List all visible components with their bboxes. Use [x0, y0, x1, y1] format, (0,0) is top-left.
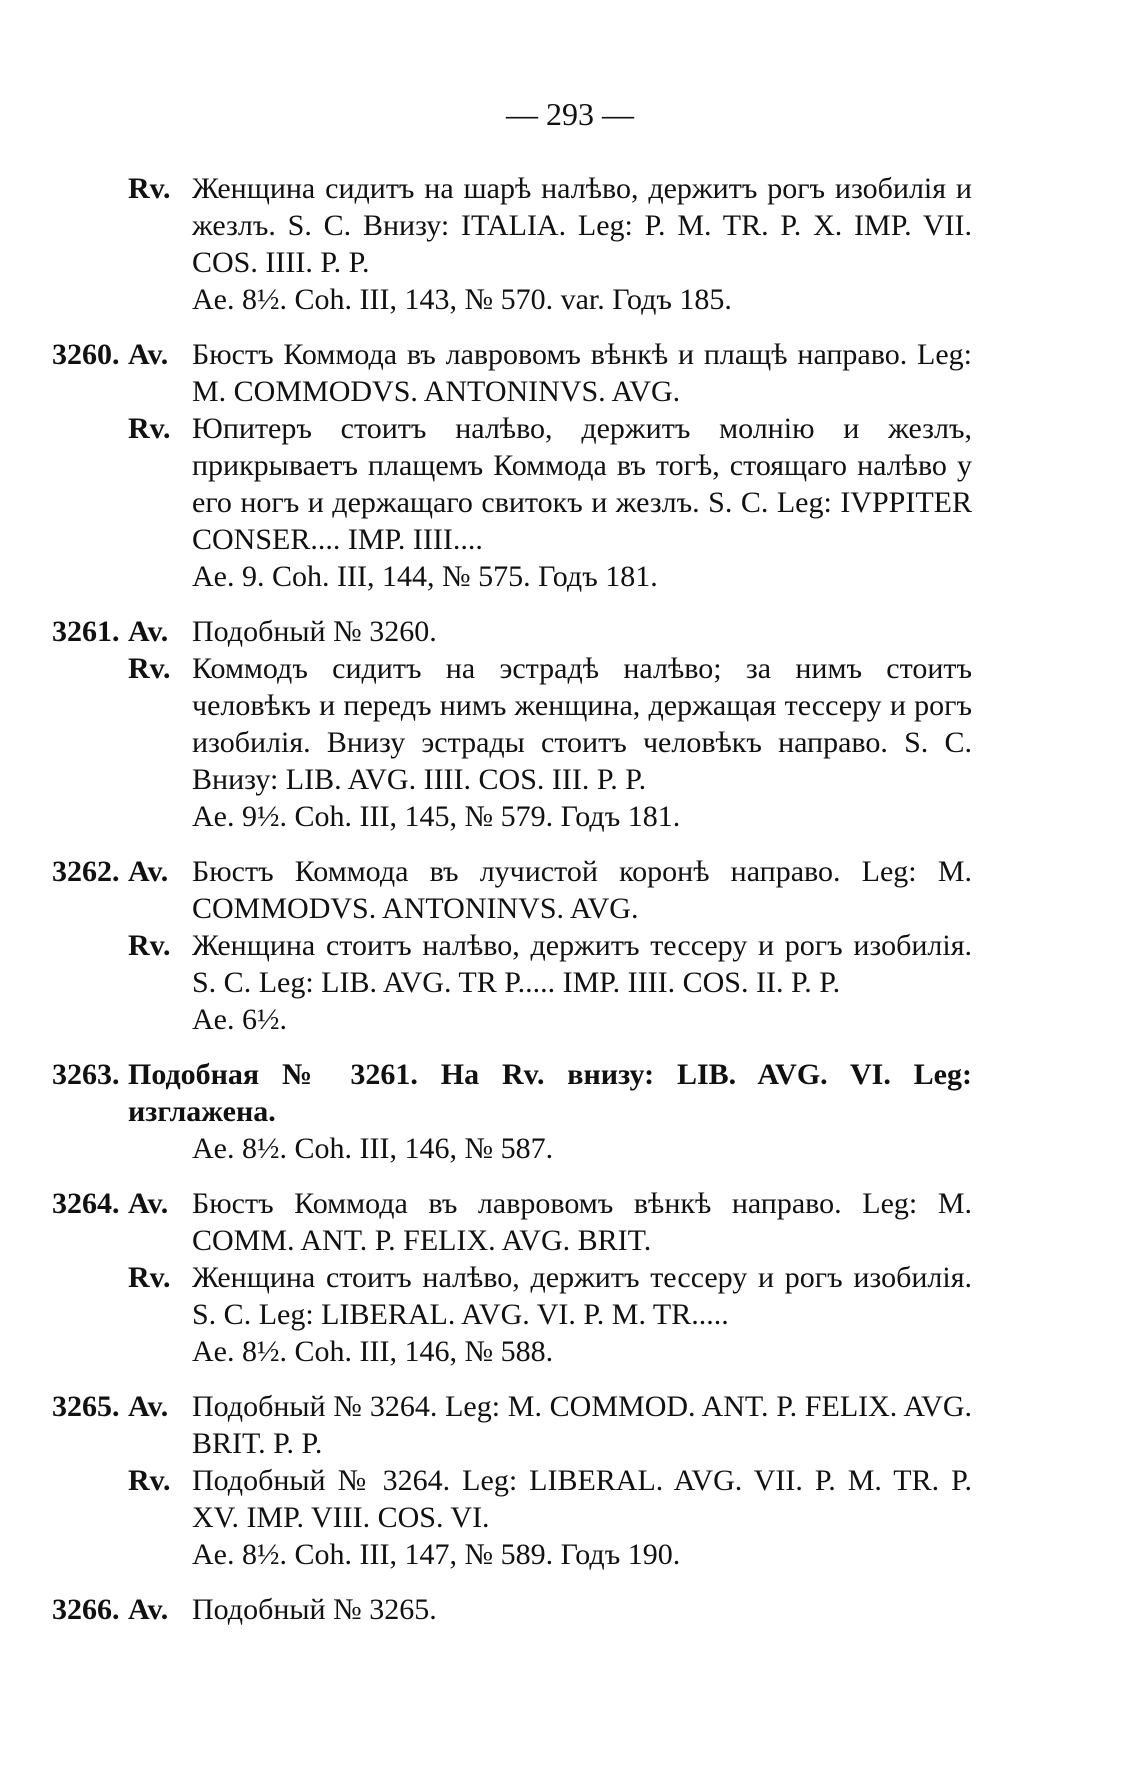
entry-reference: [52, 558, 972, 595]
entry-line: [52, 410, 972, 558]
entry-number: 3261.: [52, 615, 120, 648]
entry-description: Женщина стоитъ налѣво, держитъ тессеру и рогъ изобилія. S. C. Leg: LIB. AVG. TR P..... IMP. IIII. COS. II. P. P.: [192, 929, 972, 999]
reference-text: Ae. 8½. Coh. III, 146, № 588.: [192, 1335, 554, 1368]
side-label: Av.: [128, 338, 169, 371]
indent-spacer: [52, 798, 192, 835]
entry-description: Подобный № 3260.: [192, 615, 437, 648]
entry-line: [52, 650, 972, 798]
entry-number: 3264.: [52, 1187, 120, 1220]
side-label: Rv.: [128, 1261, 171, 1294]
catalog-entry: [52, 613, 972, 835]
entry-line: [52, 1259, 972, 1333]
side-label: Rv.: [128, 1464, 171, 1497]
reference-text: Ae. 8½. Coh. III, 143, № 570. var. Годъ 185.: [192, 283, 732, 316]
entry-reference: [52, 1130, 972, 1167]
entry-reference: [52, 1001, 972, 1038]
reference-text: Ae. 8½. Coh. III, 147, № 589. Годъ 190.: [192, 1538, 681, 1571]
catalog-entry: [52, 170, 972, 318]
indent-spacer: [52, 558, 192, 595]
catalog-entry: [52, 336, 972, 595]
entry-reference: [52, 798, 972, 835]
entry-number: 3262.: [52, 855, 120, 888]
entry-description: Подобная № 3261. На Rv. внизу: LIB. AVG. VI. Leg: изглажена.: [128, 1058, 972, 1128]
reference-text: Ae. 6½.: [192, 1003, 287, 1036]
indent-spacer: [52, 1333, 192, 1370]
entry-number: 3266.: [52, 1593, 120, 1626]
catalog-entry: [52, 1185, 972, 1370]
entry-reference: [52, 1536, 972, 1573]
side-label: Av.: [128, 1593, 169, 1626]
catalog-entry: [52, 1388, 972, 1573]
entry-line: [52, 336, 972, 410]
entry-line: [52, 613, 972, 650]
entry-description: Подобный № 3264. Leg: LIBERAL. AVG. VII. P. M. TR. P. XV. IMP. VIII. COS. VI.: [192, 1464, 972, 1534]
entry-description: Подобный № 3265.: [192, 1593, 437, 1626]
entry-line: [52, 170, 972, 281]
entry-number: 3263.: [52, 1058, 120, 1091]
side-label: Av.: [128, 1187, 169, 1220]
page-number: — 293 —: [506, 96, 634, 132]
entry-description: Женщина сидитъ на шарѣ налѣво, держитъ рогъ изобилія и жезлъ. S. C. Внизу: ITALIA. Leg: P. M. TR. P. X. IMP. VII. COS. IIII. P. P.: [192, 172, 972, 279]
entry-description: Коммодъ сидитъ на эстрадѣ налѣво; за нимъ стоитъ человѣкъ и передъ нимъ женщина, держащая тессеру и рогъ изобилія. Внизу эстрады стоитъ человѣкъ направо. S. C. Внизу: LIB. AVG. IIII. COS. III. P. P.: [192, 652, 972, 796]
side-label: Rv.: [128, 652, 171, 685]
entry-description: Юпитеръ стоитъ налѣво, держитъ молнію и жезлъ, прикрываетъ плащемъ Коммода въ тогѣ, стоящаго налѣво у его ногъ и держащаго свитокъ и жезлъ. S. C. Leg: IVPPITER CONSER.... IMP. IIII....: [192, 412, 972, 556]
indent-spacer: [52, 1001, 192, 1038]
indent-spacer: [52, 281, 192, 318]
catalog-entry: [52, 1056, 972, 1167]
reference-text: Ae. 9. Coh. III, 144, № 575. Годъ 181.: [192, 560, 658, 593]
entry-number: 3265.: [52, 1390, 120, 1423]
catalog-entries: [52, 170, 972, 1646]
entry-description: Бюстъ Коммода въ лавровомъ вѣнкѣ и плащѣ направо. Leg: M. COMMODVS. ANTONINVS. AVG.: [192, 338, 972, 408]
entry-line: [52, 1056, 972, 1130]
entry-number: 3260.: [52, 338, 120, 371]
entry-reference: [52, 281, 972, 318]
reference-text: Ae. 8½. Coh. III, 146, № 587.: [192, 1132, 554, 1165]
entry-line: [52, 1462, 972, 1536]
entry-description: Бюстъ Коммода въ лучистой коронѣ направо. Leg: M. COMMODVS. ANTONINVS. AVG.: [192, 855, 972, 925]
entry-description: Бюстъ Коммода въ лавровомъ вѣнкѣ направо. Leg: M. COMM. ANT. P. FELIX. AVG. BRIT.: [192, 1187, 972, 1257]
side-label: Rv.: [128, 412, 171, 445]
catalog-entry: [52, 1591, 972, 1628]
catalog-entry: [52, 853, 972, 1038]
side-label: Av.: [128, 855, 169, 888]
entry-line: [52, 1388, 972, 1462]
indent-spacer: [52, 1536, 192, 1573]
side-label: Av.: [128, 615, 169, 648]
entry-description: Женщина стоитъ налѣво, держитъ тессеру и рогъ изобилія. S. C. Leg: LIBERAL. AVG. VI. P. M. TR.....: [192, 1261, 972, 1331]
entry-reference: [52, 1333, 972, 1370]
indent-spacer: [52, 1130, 192, 1167]
reference-text: Ae. 9½. Coh. III, 145, № 579. Годъ 181.: [192, 800, 681, 833]
side-label: Rv.: [128, 929, 171, 962]
entry-line: [52, 853, 972, 927]
entry-description: Подобный № 3264. Leg: M. COMMOD. ANT. P. FELIX. AVG. BRIT. P. P.: [192, 1390, 972, 1460]
side-label: Av.: [128, 1390, 169, 1423]
entry-line: [52, 1591, 972, 1628]
entry-line: [52, 1185, 972, 1259]
side-label: Rv.: [128, 172, 171, 205]
entry-line: [52, 927, 972, 1001]
